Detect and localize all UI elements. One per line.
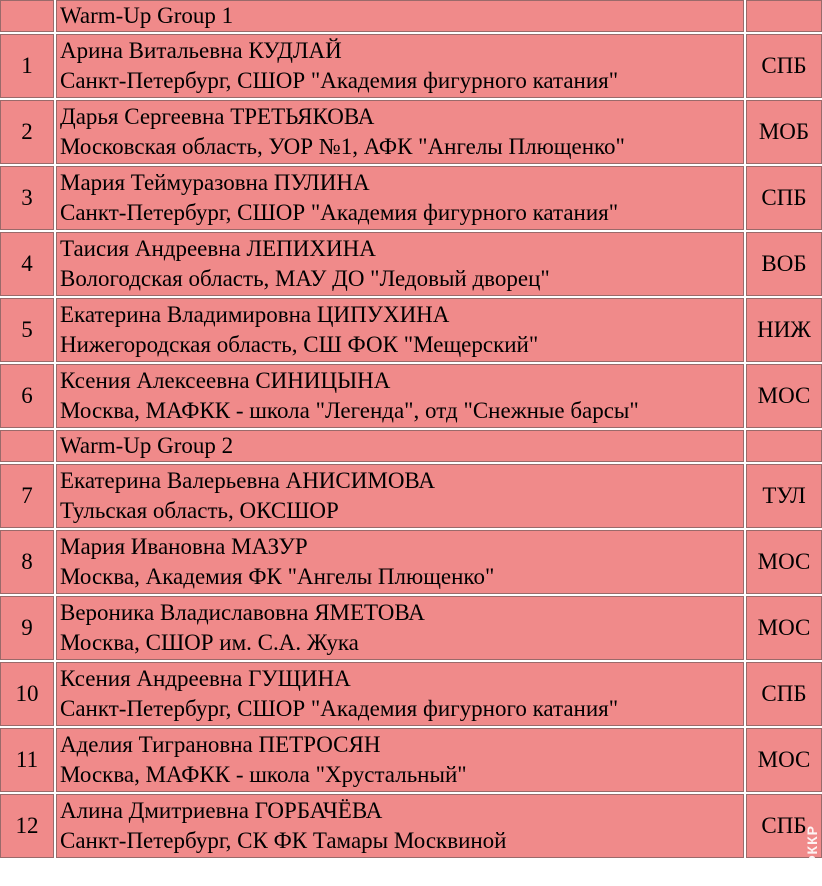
skater-club: Санкт-Петербург, СШОР "Академия фигурного катания" (60, 696, 619, 721)
skater-info (56, 662, 744, 726)
skater-row (0, 166, 822, 230)
skater-row (0, 464, 822, 528)
skater-club: Москва, СШОР им. С.А. Жука (60, 630, 359, 655)
skater-club: Вологодская область, МАУ ДО "Ледовый дворец" (60, 266, 550, 291)
warmup-group-row (0, 0, 822, 32)
start-number: 6 (0, 364, 54, 428)
region-code: СПБ (746, 34, 822, 98)
region-code: МОС (746, 728, 822, 792)
skater-club: Московская область, УОР №1, АФК "Ангелы Плющенко" (60, 134, 625, 159)
skater-name: Екатерина Владимировна ЦИПУХИНА (60, 302, 450, 327)
skater-club: Тульская область, ОКСШОР (60, 498, 339, 523)
start-number: 2 (0, 100, 54, 164)
skater-name: Арина Витальевна КУДЛАЙ (60, 38, 342, 63)
start-number: 8 (0, 530, 54, 594)
region-code: ВОБ (746, 232, 822, 296)
skater-info (56, 298, 744, 362)
region-code: НИЖ (746, 298, 822, 362)
skater-row (0, 232, 822, 296)
skater-name: Вероника Владиславовна ЯМЕТОВА (60, 600, 425, 625)
start-number: 11 (0, 728, 54, 792)
skater-info (56, 166, 744, 230)
start-number: 4 (0, 232, 54, 296)
skater-info (56, 364, 744, 428)
group-number-cell (0, 0, 54, 32)
skater-name: Алина Дмитриевна ГОРБАЧЁВА (60, 798, 383, 823)
skater-info (56, 34, 744, 98)
skater-club: Санкт-Петербург, СК ФК Тамары Москвиной (60, 828, 507, 853)
skater-club: Москва, МАФКК - школа "Хрустальный" (60, 762, 467, 787)
skater-club: Москва, МАФКК - школа "Легенда", отд "Снежные барсы" (60, 398, 639, 423)
region-code: ТУЛ (746, 464, 822, 528)
region-code: МОБ (746, 100, 822, 164)
skater-row (0, 100, 822, 164)
skater-row (0, 364, 822, 428)
skater-name: Ксения Андреевна ГУЩИНА (60, 666, 351, 691)
region-code: СПБ (746, 166, 822, 230)
skater-name: Ксения Алексеевна СИНИЦЫНА (60, 368, 391, 393)
skater-info (56, 728, 744, 792)
skater-row (0, 530, 822, 594)
skater-club: Санкт-Петербург, СШОР "Академия фигурного катания" (60, 200, 619, 225)
start-number: 1 (0, 34, 54, 98)
skater-info (56, 232, 744, 296)
skater-info (56, 100, 744, 164)
warmup-group-row (0, 430, 822, 462)
skater-info (56, 464, 744, 528)
skater-name: Таисия Андреевна ЛЕПИХИНА (60, 236, 376, 261)
skater-info (56, 794, 744, 858)
skater-row (0, 596, 822, 660)
skater-name: Екатерина Валерьевна АНИСИМОВА (60, 468, 435, 493)
skater-name: Аделия Тиграновна ПЕТРОСЯН (60, 732, 381, 757)
skater-info (56, 530, 744, 594)
skater-row (0, 662, 822, 726)
region-code: МОС (746, 596, 822, 660)
start-number: 3 (0, 166, 54, 230)
group-title: Warm-Up Group 1 (56, 0, 744, 32)
group-region-cell (746, 0, 822, 32)
start-number: 9 (0, 596, 54, 660)
group-region-cell (746, 430, 822, 462)
skater-name: Мария Ивановна МАЗУР (60, 534, 308, 559)
skater-name: Мария Теймуразовна ПУЛИНА (60, 170, 370, 195)
skater-club: Москва, Академия ФК "Ангелы Плющенко" (60, 564, 495, 589)
skater-club: Санкт-Петербург, СШОР "Академия фигурного катания" (60, 68, 619, 93)
skater-row (0, 728, 822, 792)
start-number: 7 (0, 464, 54, 528)
start-number: 12 (0, 794, 54, 858)
skater-club: Нижегородская область, СШ ФОК "Мещерский" (60, 332, 539, 357)
skater-info (56, 596, 744, 660)
skater-name: Дарья Сергеевна ТРЕТЬЯКОВА (60, 104, 375, 129)
group-number-cell (0, 430, 54, 462)
region-code: СПБ (746, 662, 822, 726)
skater-row (0, 34, 822, 98)
region-code: СПБ (746, 794, 822, 858)
skater-row (0, 794, 822, 858)
group-title: Warm-Up Group 2 (56, 430, 744, 462)
region-code: МОС (746, 364, 822, 428)
start-number: 10 (0, 662, 54, 726)
watermark: ФФККР (804, 824, 820, 880)
start-number: 5 (0, 298, 54, 362)
skater-row (0, 298, 822, 362)
region-code: МОС (746, 530, 822, 594)
